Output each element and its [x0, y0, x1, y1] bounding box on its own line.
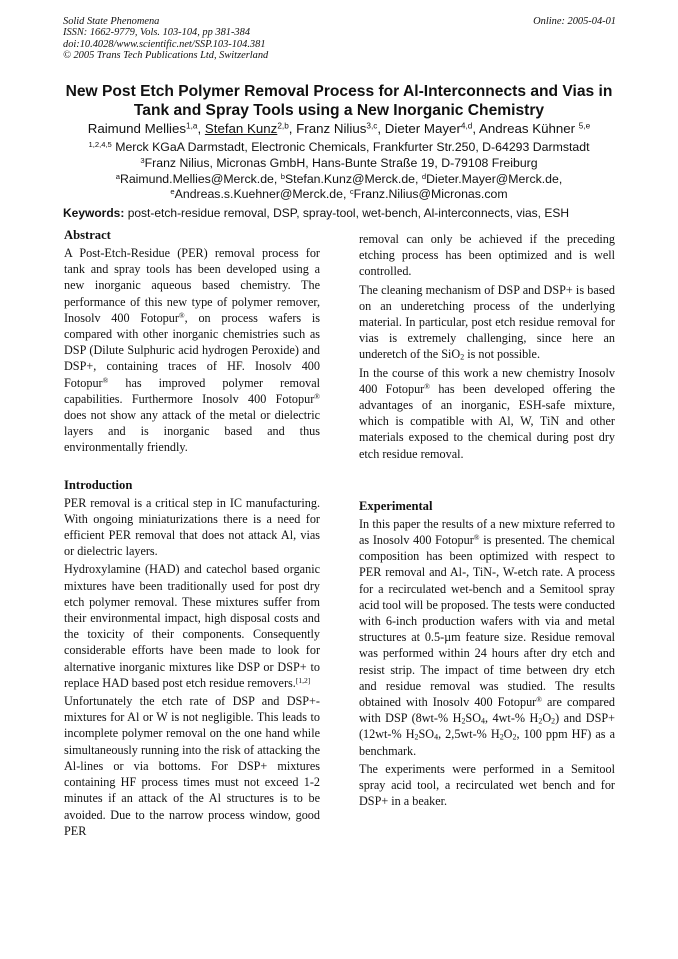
experimental-paragraph-1 [359, 516, 615, 759]
subscript: 2 [414, 733, 419, 743]
text-run: ) and DSP+ (12wt-% H [359, 711, 615, 742]
subscript: 4 [434, 733, 439, 743]
text-run: The cleaning mechanism of DSP and DSP+ is based on an underetching process of the underlying material. In particular, post etch residue removal for vias is extremely challenging, since here an underetch of the SiO [359, 282, 615, 362]
right-column [359, 231, 615, 812]
registered-mark: ® [102, 375, 109, 385]
keywords-text: post-etch-residue removal, DSP, spray-tool, wet-bench, Al-interconnects, vias, ESH [127, 206, 570, 220]
text-run: , 2,5wt-% H [438, 727, 500, 742]
author-sup: 2,b [277, 121, 289, 131]
text-run: is not possible. [464, 347, 541, 362]
abstract-heading: Abstract [64, 228, 111, 242]
text-run: are compared with DSP (8wt-% H [359, 695, 615, 726]
text-run: , on process wafers is compared with other inorganic chemistries such as DSP (Dilute Sulphuric acid hydrogen Peroxide) and DSP+, containing traces of HF. Inosolv 400 Fotopur [64, 310, 320, 390]
keywords-label: Keywords: [63, 206, 125, 220]
issn-line: ISSN: 1662-9779, Vols. 103-104, pp 381-384 [63, 27, 251, 39]
affiliations [40, 140, 638, 203]
copyright-line: © 2005 Trans Tech Publications Ltd, Switzerland [63, 50, 269, 62]
subscript: 4 [481, 716, 485, 726]
author-separator: , [472, 121, 479, 136]
paper-title: New Post Etch Polymer Removal Process for Al-Interconnects and Vias in Tank and Spray Tools using a New Inorganic Chemistry [65, 83, 613, 119]
intro-paragraph-1: PER removal is a critical step in IC manufacturing. With ongoing miniaturizations there is a need for efficient PER removal that does not attack Al, vias or dielectric layers. [64, 495, 320, 559]
registered-mark: ® [178, 310, 185, 320]
text-run: In this paper the results of a new mixture referred to as Inosolv 400 Fotopur [359, 516, 615, 548]
email-a[interactable]: Raimund.Mellies@Merck.de, [119, 171, 278, 186]
registered-mark: ® [473, 532, 480, 542]
citation-ref[interactable]: [1,2] [295, 675, 311, 685]
email-c[interactable]: Franz.Nilius@Micronas.com [353, 187, 508, 202]
author-name: Franz Nilius [296, 121, 367, 136]
affiliation-text: Franz Nilius, Micronas GmbH, Hans-Bunte Straße 19, D-79108 Freiburg [144, 155, 538, 170]
keywords [63, 206, 623, 221]
online-date: Online: 2005-04-01 [533, 16, 616, 27]
text-run: In the course of this work a new chemistry Inosolv 400 Fotopur [359, 365, 615, 396]
experimental-heading: Experimental [359, 498, 433, 513]
intro-paragraph-3: Unfortunately the etch rate of DSP and DSP+-mixtures for Al or W is not negligible. This leads to incomplete polymer removal on the one hand while simultaneously running into the risk of attacking the Al-lines or via bottoms. For DSP+ mixtures containing HF process times must not exceed 1-2 minutes if an attack of the Al structures is to be avoided. Due to the narrow process window, good PER [64, 694, 320, 838]
section-spacer [64, 458, 320, 477]
doi-line: doi:10.4028/www.scientific.net/SSP.103-104.381 [63, 38, 266, 50]
author-name: Raimund Mellies [87, 121, 187, 136]
abstract-paragraph [64, 245, 320, 456]
author-name: Dieter Mayer [384, 121, 461, 136]
email-sup: b [280, 171, 285, 181]
subscript: 2 [461, 716, 466, 726]
right-paragraph-3 [359, 365, 615, 462]
text-run: O [503, 727, 513, 742]
author-separator: , [197, 121, 205, 136]
text-run: has improved polymer removal capabilities. Furthermore Inosolv 400 Fotopur [64, 375, 320, 406]
subscript: 2 [512, 733, 517, 743]
text-run: , 100 ppm HF) as a benchmark. [359, 727, 616, 758]
author-separator: , [288, 121, 297, 136]
email-sup: e [170, 187, 175, 197]
email-sup: d [421, 171, 427, 181]
experimental-paragraph-2: The experiments were performed in a Semitool spray acid tool, a recirculated wet bench and for DSP+ in a beaker. [359, 761, 615, 809]
author-list [40, 121, 638, 137]
affiliation-line [40, 156, 638, 172]
introduction-heading: Introduction [64, 477, 133, 492]
registered-mark: ® [536, 694, 542, 704]
author-name: Andreas Kühner [478, 121, 576, 136]
subscript: 2 [551, 716, 556, 726]
left-column [64, 227, 320, 841]
email-b[interactable]: Stefan.Kunz@Merck.de, [284, 171, 419, 186]
affiliation-line [40, 140, 638, 156]
publication-header [63, 16, 616, 62]
journal-name: Solid State Phenomena [63, 16, 160, 27]
section-spacer [359, 464, 615, 498]
subscript: 2 [499, 733, 504, 743]
author-separator: , [377, 121, 385, 136]
author-sup: 3,c [366, 121, 378, 131]
affiliation-sup: 1,2,4,5 [88, 139, 112, 149]
registered-mark: ® [314, 391, 320, 401]
affiliation-sup: 3 [140, 155, 145, 165]
text-run: A Post-Etch-Residue (PER) removal process for tank and spray tools has been developed using a new inorganic aqueous based chemistry. The performance of this new type of polymer remover, Inosolv 400 Fotopur [64, 246, 320, 325]
email-sup: c [349, 187, 354, 197]
text-run: O [542, 711, 552, 726]
text-run: SO [418, 727, 435, 742]
text-run: SO [465, 711, 482, 726]
email-sup: a [115, 171, 120, 181]
author-name: Stefan Kunz [204, 121, 278, 136]
subscript: 2 [538, 716, 543, 726]
right-paragraph-1: removal can only be achieved if the preceding etching process has been optimized and is well controlled. [359, 232, 615, 279]
text-run: is presented. The chemical composition has been optimized with respect to PER removal and Al-, TiN-, W-etch rate. A process for a recirculated wet-bench and a Semitool spray acid tool will be proposed. The tests were conducted with 6-inch production wafers with via and metal structures at 0.5-µm feature size. Residue removal was performed within 24 hours after dry etch and resist strip. The impact of time between dry etch and residue removal was studied. The results obtained with Inosolv 400 Fotopur [359, 533, 616, 710]
subscript: 2 [460, 353, 465, 362]
right-paragraph-2 [359, 282, 615, 363]
intro-paragraph-2 [64, 561, 320, 691]
email-d[interactable]: Dieter.Mayer@Merck.de, [426, 171, 563, 186]
text-run: Hydroxylamine (HAD) and catechol based organic mixtures have been traditionally used for post dry etch polymer removal. These mixtures suffer from their environmental impact, high disposal costs and the toxicity of their components. Consequently considerable efforts have been made to look for alternative inorganic mixtures like DSP or DSP+ to replace HAD based post etch residue removers. [64, 562, 320, 690]
author-sup: 5,e [578, 121, 591, 131]
email-line [40, 172, 638, 188]
text-run: , 4wt-% H [484, 711, 539, 726]
email-line [40, 187, 638, 203]
affiliation-text: Merck KGaA Darmstadt, Electronic Chemicals, Frankfurter Str.250, D-64293 Darmstadt [115, 140, 590, 154]
email-e[interactable]: Andreas.s.Kuehner@Merck.de, [174, 187, 347, 202]
author-sup: 4,d [460, 121, 473, 131]
registered-mark: ® [424, 381, 430, 391]
text-run: does not show any attack of the metal or dielectric layers and is inorganic based and thus environmentally friendly. [64, 408, 320, 455]
text-run: has been developed offering the advantages of an inorganic, ESH-safe mixture, which is compatible with Al, W, TiN and other materials exposed to the chemical during post dry etch residue removal. [359, 381, 615, 461]
author-sup: 1,a [186, 121, 198, 131]
